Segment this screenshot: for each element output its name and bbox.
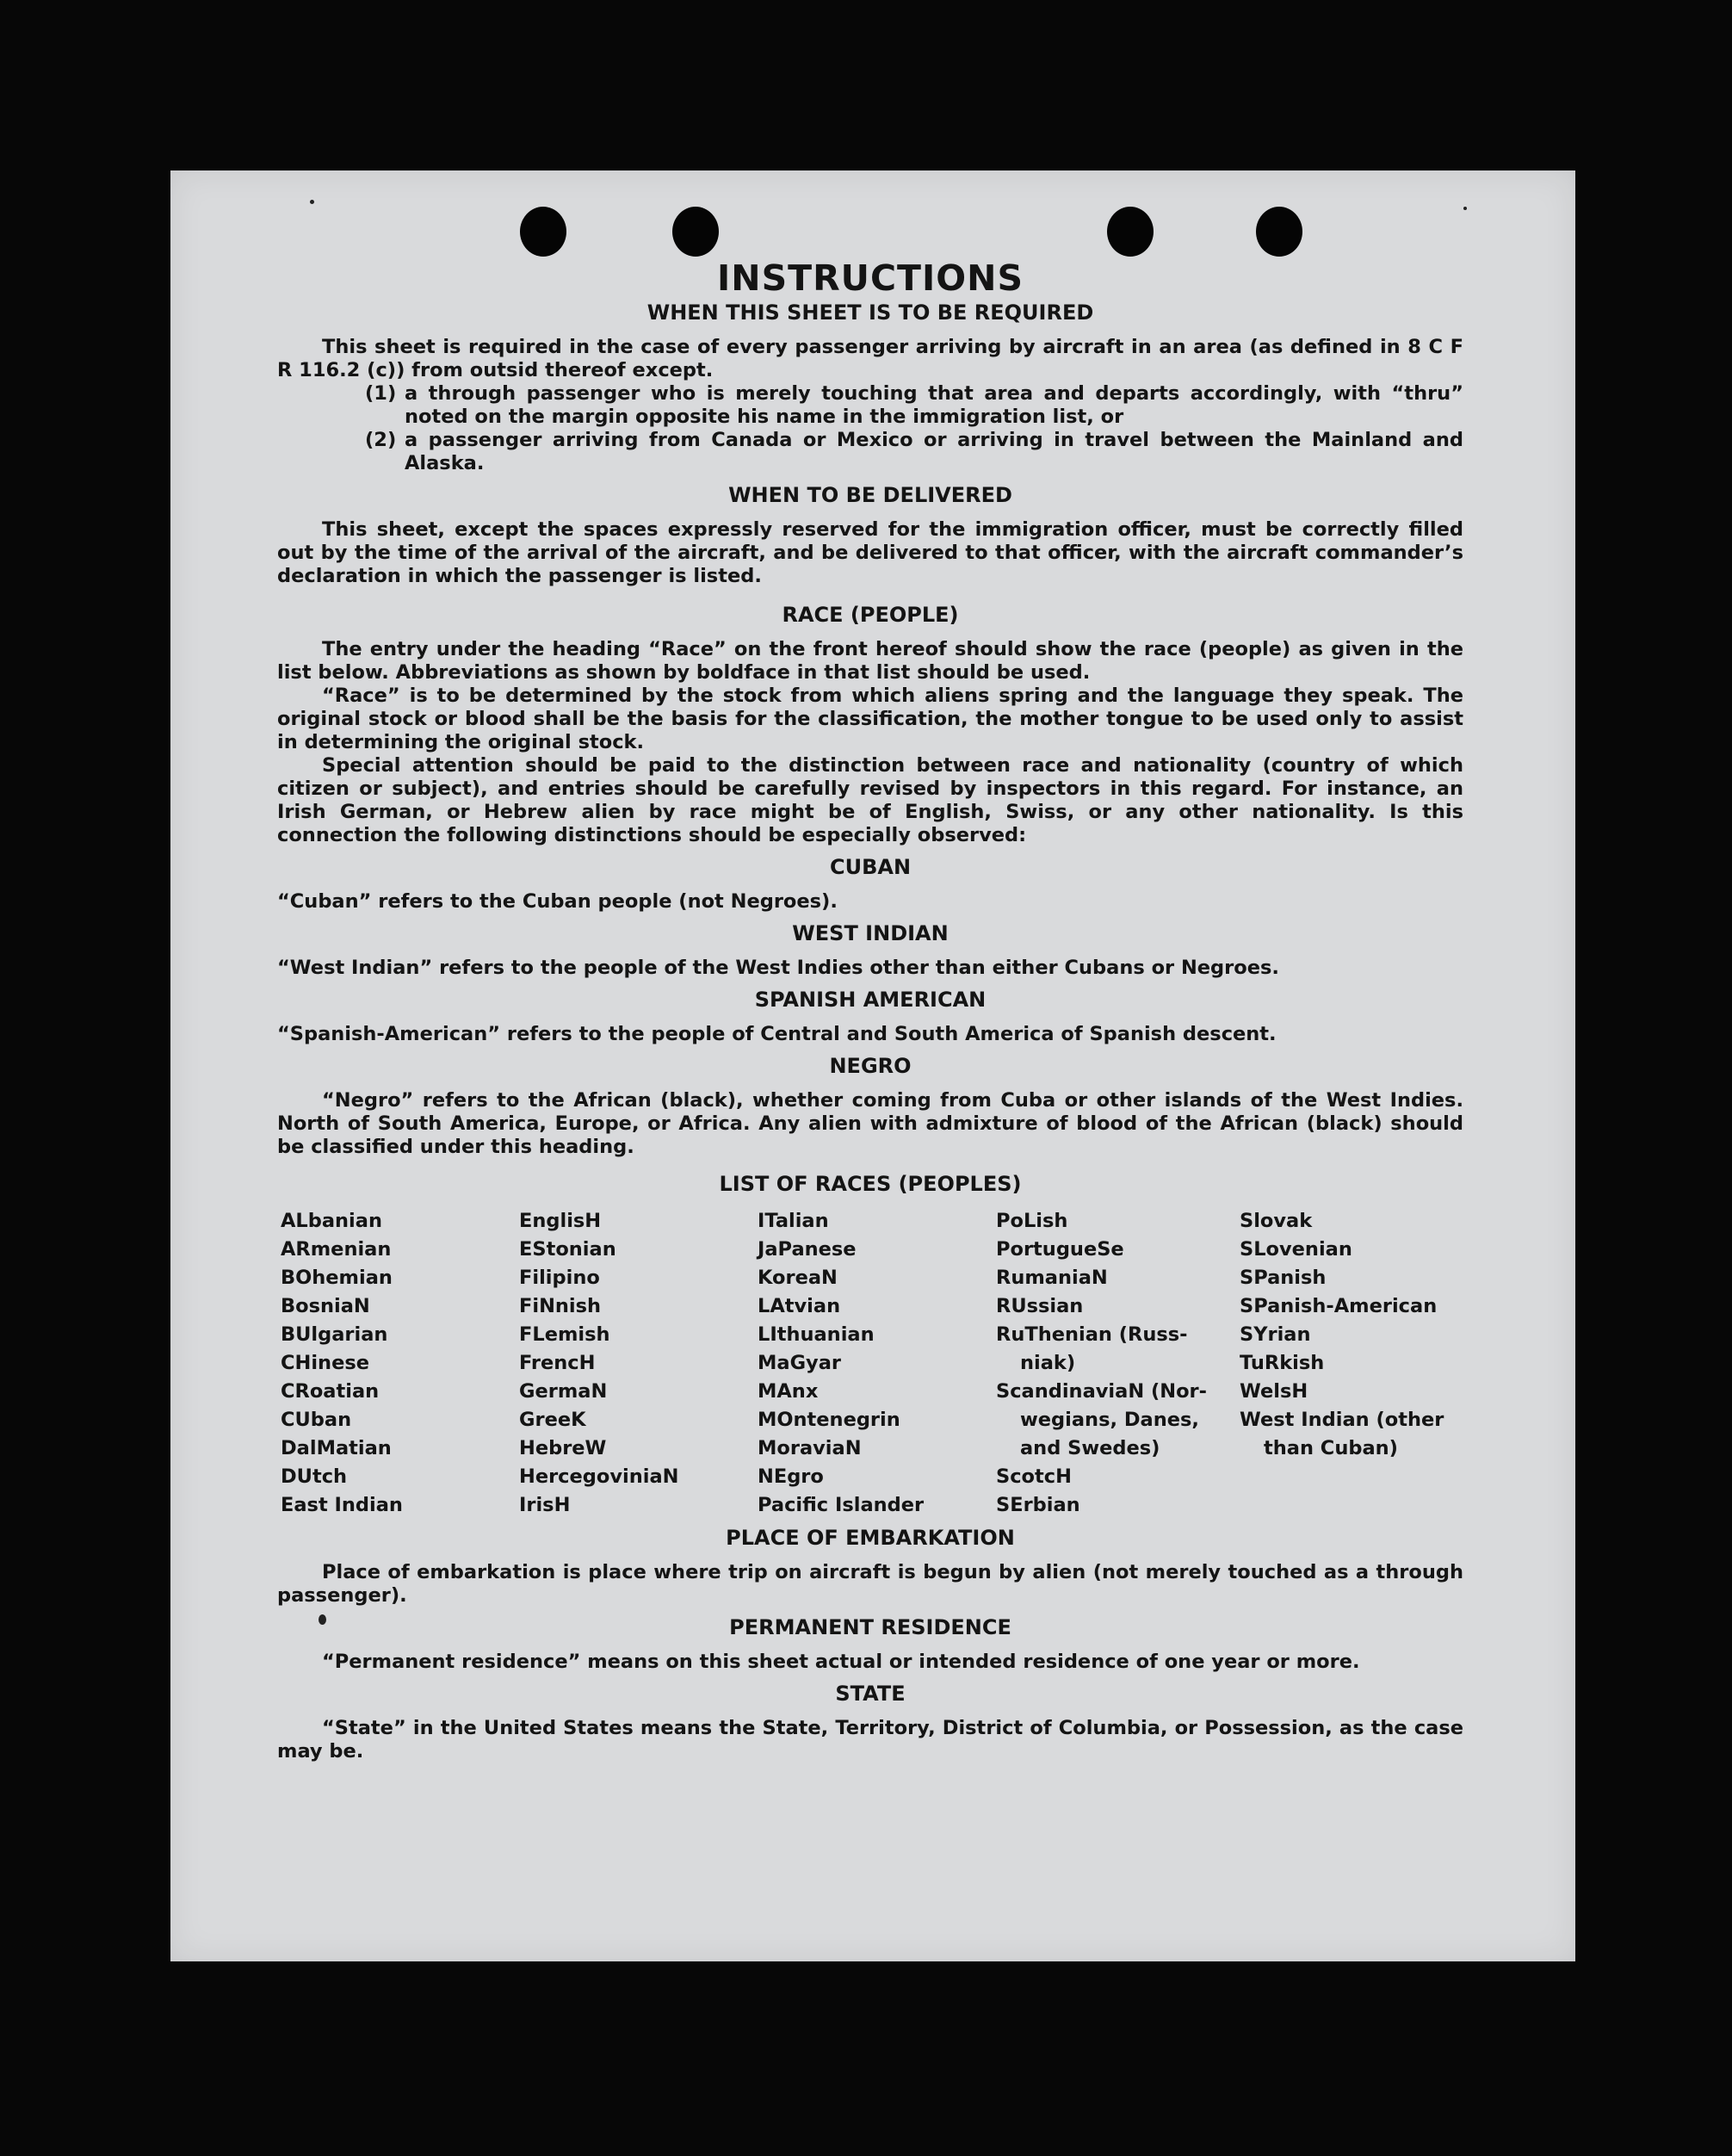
race-entry: ARmenian [281, 1238, 392, 1261]
punch-hole [1256, 207, 1302, 257]
paragraph: “Negro” refers to the African (black), whether coming from Cuba or other islands of the West Indies. North of South America, Europe, or Africa. Any alien with admixture of blood of the African (black) should be classified under this heading. [277, 1089, 1463, 1158]
race-entry: GreeK [519, 1409, 586, 1431]
list-item [365, 429, 1463, 475]
race-entry: NEgro [758, 1465, 824, 1488]
race-entry: EnglisH [519, 1210, 602, 1232]
race-entry: RuThenian (Russ- [996, 1323, 1188, 1346]
paragraph: The entry under the heading “Race” on the front hereof should show the race (people) as given in the list below. Abbreviations as shown by boldface in that list should be used. [277, 638, 1463, 684]
race-entry: TuRkish [1240, 1352, 1325, 1374]
section-heading: WHEN TO BE DELIVERED [728, 483, 1012, 507]
race-entry: FLemish [519, 1323, 610, 1346]
item-text: a passenger arriving from Canada or Mexico or arriving in travel between the Mainland and Alaska. [405, 429, 1463, 474]
race-entry: FrencH [519, 1352, 596, 1374]
paragraph: “Spanish-American” refers to the people of Central and South America of Spanish descent. [277, 1023, 1277, 1045]
punch-hole [1107, 207, 1154, 257]
race-entry: PortugueSe [996, 1238, 1124, 1261]
item-number: (1) [365, 382, 397, 405]
race-entry: HercegoviniaN [519, 1465, 679, 1488]
race-entry: SErbian [996, 1494, 1080, 1516]
section-heading: CUBAN [829, 855, 912, 879]
race-entry: SPanish-American [1240, 1295, 1438, 1317]
race-entry: West Indian (other [1240, 1409, 1444, 1431]
race-entry: BOhemian [281, 1267, 393, 1289]
section-heading: PLACE OF EMBARKATION [726, 1526, 1015, 1550]
races-column [519, 1207, 758, 1520]
item-text: a through passenger who is merely touching that area and departs accordingly, with “thru” noted on the margin opposite his name in the immigration list, or [405, 382, 1463, 428]
race-entry-continued: niak) [1020, 1352, 1076, 1374]
race-entry: BosniaN [281, 1295, 370, 1317]
race-entry: SPanish [1240, 1267, 1327, 1289]
paragraph: “West Indian” refers to the people of the West Indies other than either Cubans or Negroes. [277, 957, 1279, 979]
race-entry: BUlgarian [281, 1323, 388, 1346]
list-item [365, 382, 1463, 429]
race-entry: KoreaN [758, 1267, 838, 1289]
race-entry: GermaN [519, 1380, 608, 1403]
race-entry: WelsH [1240, 1380, 1308, 1403]
race-entry: East Indian [281, 1494, 403, 1516]
race-entry: ALbanian [281, 1210, 382, 1232]
paragraph: This sheet is required in the case of every passenger arriving by aircraft in an area (as defined in 8 C F R 116.2 (c)) from outsid thereof except. [277, 336, 1463, 381]
race-entry: LAtvian [758, 1295, 841, 1317]
paragraph: “Cuban” refers to the Cuban people (not Negroes). [277, 890, 838, 913]
paragraph: Place of embarkation is place where trip on aircraft is begun by alien (not merely touched as a through passenger). [277, 1561, 1463, 1607]
race-entry: RumaniaN [996, 1267, 1108, 1289]
races-heading: LIST OF RACES (PEOPLES) [719, 1172, 1022, 1196]
race-entry: CRoatian [281, 1380, 380, 1403]
races-column [758, 1207, 996, 1520]
race-entry: ITalian [758, 1210, 829, 1232]
race-entry: MOntenegrin [758, 1409, 900, 1431]
race-entry: MAnx [758, 1380, 819, 1403]
race-entry: Slovak [1240, 1210, 1313, 1232]
paragraph: This sheet, except the spaces expressly reserved for the immigration officer, must be correctly filled out by the time of the arrival of the aircraft, and be delivered to that officer, with the aircraft commander’s declaration in which the passenger is listed. [277, 518, 1463, 587]
speck [1463, 207, 1467, 210]
race-entry: FiNnish [519, 1295, 602, 1317]
section-heading: WEST INDIAN [792, 921, 949, 945]
section-heading: WHEN THIS SHEET IS TO BE REQUIRED [646, 300, 1094, 325]
race-entry: MoraviaN [758, 1437, 862, 1459]
punch-hole [520, 207, 566, 257]
race-entry: CHinese [281, 1352, 369, 1374]
race-entry: PoLish [996, 1210, 1068, 1232]
races-column [281, 1207, 519, 1520]
race-entry: ScandinaviaN (Nor- [996, 1380, 1207, 1403]
page-title: INSTRUCTIONS [717, 257, 1024, 299]
race-entry-continued: and Swedes) [1020, 1437, 1160, 1459]
race-entry: JaPanese [758, 1238, 857, 1261]
race-entry: MaGyar [758, 1352, 841, 1374]
paragraph: “State” in the United States means the State, Territory, District of Columbia, or Possession, as the case may be. [277, 1717, 1463, 1763]
section-heading: PERMANENT RESIDENCE [729, 1615, 1011, 1639]
race-entry: EStonian [519, 1238, 616, 1261]
section-heading: NEGRO [829, 1054, 912, 1078]
race-entry: ScotcH [996, 1465, 1072, 1488]
race-entry: HebreW [519, 1437, 607, 1459]
race-entry: SLovenian [1240, 1238, 1352, 1261]
race-entry: Filipino [519, 1267, 600, 1289]
race-entry-continued: wegians, Danes, [1020, 1409, 1199, 1431]
item-number: (2) [365, 429, 397, 451]
race-entry: IrisH [519, 1494, 571, 1516]
paragraph: “Permanent residence” means on this sheet actual or intended residence of one year or more. [322, 1651, 1360, 1673]
paragraph: Special attention should be paid to the distinction between race and nationality (country of which citizen or subject), and entries should be carefully revised by inspectors in this regard. For instance, an Irish German, or Hebrew alien by race might be of English, Swiss, or any other nationality. Is this connection the following distinctions should be especially observed: [277, 754, 1463, 846]
races-column [1240, 1207, 1463, 1520]
race-entry: CUban [281, 1409, 352, 1431]
speck [310, 200, 314, 204]
paragraph: “Race” is to be determined by the stock from which aliens spring and the language they speak. The original stock or blood shall be the basis for the classification, the mother tongue to be used only to assist in determining the original stock. [277, 685, 1463, 753]
race-entry: RUssian [996, 1295, 1084, 1317]
race-entry: DUtch [281, 1465, 348, 1488]
race-entry: DalMatian [281, 1437, 392, 1459]
section-heading: RACE (PEOPLE) [782, 603, 959, 627]
race-entry: SYrian [1240, 1323, 1311, 1346]
races-table [281, 1207, 1463, 1520]
race-entry: LIthuanian [758, 1323, 875, 1346]
race-entry: Pacific Islander [758, 1494, 925, 1516]
instructions-text [277, 257, 1463, 1763]
section-heading: SPANISH AMERICAN [754, 988, 987, 1012]
race-entry-continued: than Cuban) [1264, 1437, 1398, 1459]
section-heading: STATE [835, 1682, 906, 1706]
races-column [996, 1207, 1240, 1520]
punch-hole [672, 207, 719, 257]
